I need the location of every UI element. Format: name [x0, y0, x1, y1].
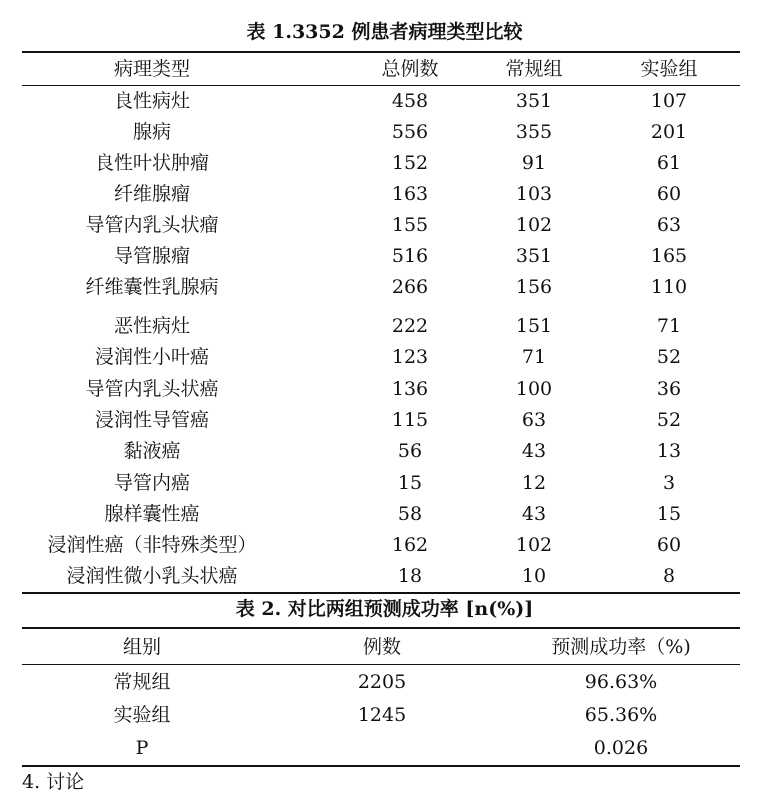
table-row — [22, 667, 740, 698]
table1-cell-control: 103 — [515, 183, 553, 205]
table2-title: 表 2. 对比两组预测成功率 [n(%)] — [235, 598, 534, 620]
table1-cell-type: 导管内癌 — [113, 472, 190, 494]
table1-cell-control: 351 — [515, 245, 553, 267]
table1-header-experiment: 实验组 — [640, 58, 698, 80]
table1-cell-type: 良性叶状肿瘤 — [94, 152, 209, 174]
table2-top-rule — [22, 627, 740, 629]
table2-header-rule — [22, 664, 740, 665]
table-row — [22, 272, 740, 303]
table1-cell-experiment: 63 — [656, 214, 682, 236]
table1-cell-control: 71 — [521, 346, 547, 368]
table1-bottom-rule — [22, 592, 740, 594]
table2-cell-count — [322, 733, 442, 764]
table1-cell-type: 恶性病灶 — [113, 315, 190, 337]
table1-cell-control: 151 — [515, 315, 553, 337]
table1-cell-total: 56 — [397, 440, 423, 462]
table1-header-total: 总例数 — [381, 58, 439, 80]
table1-cell-total: 15 — [397, 472, 423, 494]
table1-cell-total: 516 — [391, 245, 429, 267]
table1-cell-total: 58 — [397, 503, 423, 525]
table2-header-row — [22, 632, 740, 663]
table2-cell-group: 常规组 — [113, 671, 171, 693]
table-row — [22, 468, 740, 499]
table1-cell-control: 12 — [521, 472, 547, 494]
table1-cell-type: 腺病 — [132, 121, 171, 143]
table1-cell-control: 10 — [521, 565, 547, 587]
table-row — [22, 342, 740, 373]
table2-header-count: 例数 — [362, 636, 401, 658]
table1-cell-total: 123 — [391, 346, 429, 368]
table2-cell-count: 1245 — [357, 704, 407, 726]
table1-cell-experiment: 52 — [656, 346, 682, 368]
table1-cell-experiment: 110 — [650, 276, 688, 298]
table1-cell-control: 156 — [515, 276, 553, 298]
table-row — [22, 561, 740, 592]
table1-header-type: 病理类型 — [113, 58, 190, 80]
table2-cell-group: 实验组 — [113, 704, 171, 726]
table1-cell-type: 纤维腺瘤 — [113, 183, 190, 205]
table-row — [22, 210, 740, 241]
table1-cell-total: 163 — [391, 183, 429, 205]
table-row — [22, 436, 740, 467]
table1-title: 表 1.3352 例患者病理类型比较 — [246, 21, 523, 43]
table1-header-row — [22, 54, 740, 85]
table1-cell-type: 导管内乳头状瘤 — [85, 214, 219, 236]
table2-cell-rate: 96.63% — [584, 671, 658, 693]
table1-cell-experiment: 15 — [656, 503, 682, 525]
table1-cell-experiment: 71 — [656, 315, 682, 337]
table2-header-group: 组别 — [122, 636, 161, 658]
table1-cell-control: 43 — [521, 440, 547, 462]
table1-cell-type: 浸润性微小乳头状癌 — [66, 565, 238, 587]
table1-cell-experiment: 60 — [656, 534, 682, 556]
table1-cell-type: 导管内乳头状癌 — [85, 378, 219, 400]
table1-cell-type: 良性病灶 — [113, 90, 190, 112]
table1-cell-control: 102 — [515, 214, 553, 236]
table-row — [22, 311, 740, 342]
table1-cell-experiment: 107 — [650, 90, 688, 112]
table-row — [22, 733, 740, 764]
table1-cell-type: 纤维囊性乳腺病 — [85, 276, 219, 298]
table1-header-control: 常规组 — [505, 58, 563, 80]
table2-cell-rate: 65.36% — [584, 704, 658, 726]
table1-cell-experiment: 36 — [656, 378, 682, 400]
table1-cell-experiment: 3 — [662, 472, 676, 494]
table1-cell-total: 115 — [391, 409, 429, 431]
table1-cell-type: 黏液癌 — [123, 440, 181, 462]
table2-cell-group: P — [135, 737, 149, 759]
table-row — [22, 241, 740, 272]
table1-cell-type: 导管腺瘤 — [113, 245, 190, 267]
table-row — [22, 148, 740, 179]
table-row — [22, 530, 740, 561]
table1-cell-experiment: 61 — [656, 152, 682, 174]
table1-cell-control: 43 — [521, 503, 547, 525]
table-row — [22, 86, 740, 117]
table1-cell-control: 102 — [515, 534, 553, 556]
table1-cell-control: 100 — [515, 378, 553, 400]
table1-cell-total: 18 — [397, 565, 423, 587]
table1-cell-type: 浸润性癌（非特殊类型） — [47, 534, 257, 556]
table-row — [22, 499, 740, 530]
table1-cell-control: 355 — [515, 121, 553, 143]
table1-cell-type: 浸润性导管癌 — [94, 409, 209, 431]
table1-cell-experiment: 165 — [650, 245, 688, 267]
table1-cell-experiment: 8 — [662, 565, 676, 587]
table1-cell-control: 63 — [521, 409, 547, 431]
table-row — [22, 179, 740, 210]
table1-cell-experiment: 201 — [650, 121, 688, 143]
table1-cell-experiment: 13 — [656, 440, 682, 462]
table-row — [22, 405, 740, 436]
table-row — [22, 374, 740, 405]
table2-bottom-rule — [22, 765, 740, 767]
table-row — [22, 117, 740, 148]
table1-cell-total: 458 — [391, 90, 429, 112]
table2-cell-count: 2205 — [357, 671, 407, 693]
table1-top-rule — [22, 51, 740, 53]
table1-cell-type: 腺样囊性癌 — [104, 503, 200, 525]
table2-cell-rate: 0.026 — [593, 737, 649, 759]
section-heading: 4. 讨论 — [22, 771, 85, 793]
table1-cell-total: 556 — [391, 121, 429, 143]
table-row — [22, 700, 740, 731]
table1-cell-total: 266 — [391, 276, 429, 298]
table1-cell-total: 222 — [391, 315, 429, 337]
table1-cell-total: 152 — [391, 152, 429, 174]
table1-cell-type: 浸润性小叶癌 — [94, 346, 209, 368]
table1-cell-total: 136 — [391, 378, 429, 400]
table1-cell-experiment: 52 — [656, 409, 682, 431]
table1-cell-total: 155 — [391, 214, 429, 236]
table1-cell-experiment: 60 — [656, 183, 682, 205]
table1-cell-control: 351 — [515, 90, 553, 112]
table1-cell-control: 91 — [521, 152, 547, 174]
table2-header-rate: 预测成功率（%) — [551, 636, 691, 658]
table1-cell-total: 162 — [391, 534, 429, 556]
